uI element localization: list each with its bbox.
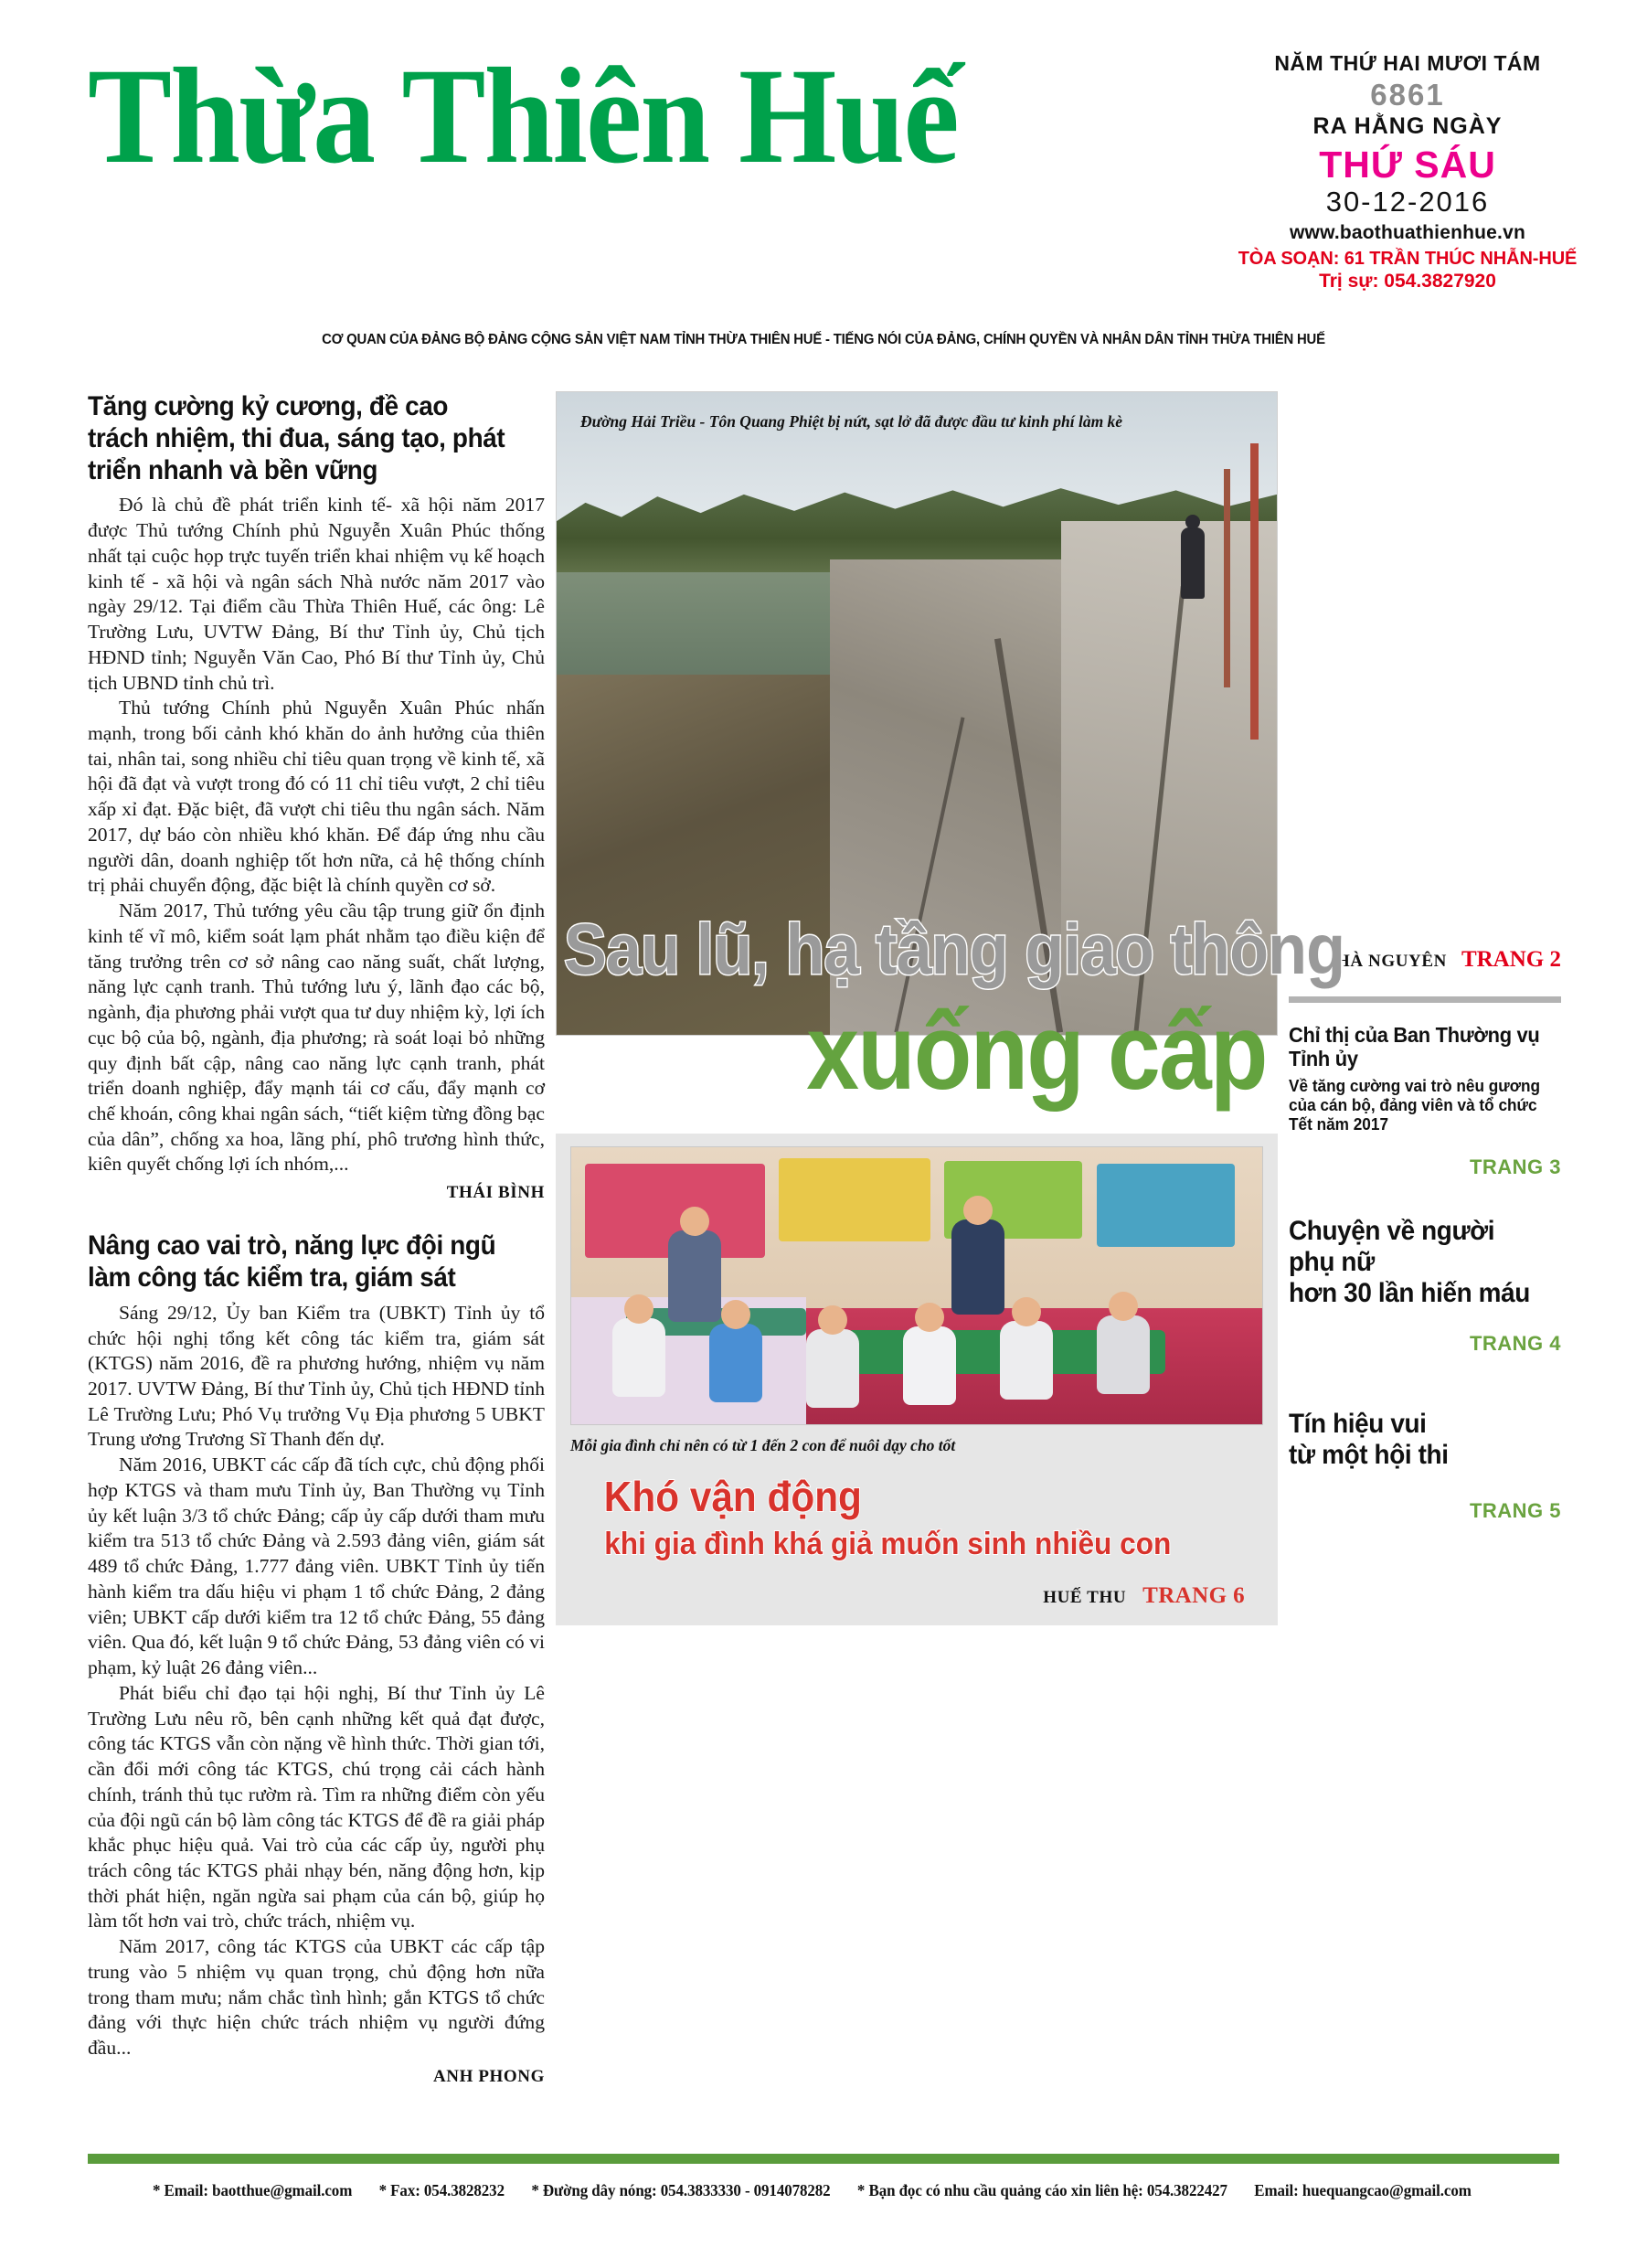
hero-photo-caption: Đường Hải Triều - Tôn Quang Phiệt bị nứt, sạt lở đã được đầu tư kinh phí làm kè <box>580 412 1123 431</box>
family-byline-name: HUẾ THU <box>1043 1587 1127 1607</box>
issue-number: 6861 <box>1370 78 1445 112</box>
teaser-contest-line1[interactable]: Tín hiệu vui <box>1289 1409 1427 1440</box>
publication-year-line: NĂM THỨ HAI MƯƠI TÁM <box>1274 51 1541 75</box>
footer-email[interactable]: * Email: baotthue@gmail.com <box>152 2181 353 2199</box>
article-economy-byline: THÁI BÌNH <box>446 1183 545 1203</box>
paragraph: Đó là chủ đề phát triển kinh tế- xã hội năm 2017 được Thủ tướng Chính phủ Nguyễn Xuân Phúc thống nhất tại cuộc họp trực tuyến triển khai nhiệm vụ kế hoạch kinh tế - xã hội và ngân sách Nhà nước năm 2017 vào ngày 29/12. Tại điểm cầu Thừa Thiên Huế, các ông: Lê Trường Lưu, UVTW Đảng, Bí thư Tỉnh ủy, Chủ tịch HĐND tỉnh; Nguyễn Văn Cao, Phó Bí thư Tỉnh ủy, Chủ tịch UBND tỉnh chủ trì. <box>88 494 545 694</box>
family-photo <box>570 1146 1263 1425</box>
teaser-contest-line2[interactable]: từ một hội thi <box>1289 1439 1449 1470</box>
footer-ads: * Bạn đọc có nhu cầu quảng cáo xin liên hệ: 054.3822427 <box>856 2181 1227 2199</box>
masthead-tagline: CƠ QUAN CỦA ĐẢNG BỘ ĐẢNG CỘNG SẢN VIỆT NAM TỈNH THỪA THIÊN HUẾ - TIẾNG NÓI CỦA ĐẢNG, CHÍNH QUYỀN VÀ NHÂN DÂN TỈNH THỪA THIÊN HUẾ <box>322 332 1325 347</box>
hero-byline-block <box>1289 947 1561 973</box>
footer-fax: * Fax: 054.3828232 <box>378 2181 505 2199</box>
teaser-directive-subhead: Về tăng cường vai trò nêu gương của cán bộ, đảng viên và tổ chức Tết năm 2017 <box>1289 1075 1540 1134</box>
article-inspection-body <box>88 1301 545 2061</box>
paragraph: Phát biểu chỉ đạo tại hội nghị, Bí thư Tỉnh ủy Lê Trường Lưu nêu rõ, bên cạnh những kết quả đạt được, công tác KTGS vẫn còn nặng về hình thức. Thời gian tới, cần đổi mới công tác KTGS, chú trọng cải cách hành chính, tránh thủ tục rườm rà. Tìm ra những điểm còn yếu của đội ngũ cán bộ làm công tác KTGS để đề ra giải pháp khắc phục hiệu quả. Vai trò của các cấp ủy, người phụ trách công tác KTGS phải nhạy bén, năng động hơn, kịp thời phát hiện, ngăn ngừa sai phạm của cán bộ, giúp họ làm tốt hơn vai trò, chức trách, nhiệm vụ. <box>88 1681 545 1933</box>
footer-rule <box>88 2154 1559 2164</box>
article-inspection-byline: ANH PHONG <box>432 2066 545 2086</box>
content-grid <box>88 391 1561 2087</box>
weekday-label: THỨ SÁU <box>1319 143 1496 186</box>
right-column <box>1289 391 1561 2087</box>
footer-contact-bar <box>25 2181 1622 2200</box>
photo-adult <box>668 1230 721 1322</box>
masthead <box>0 0 1647 347</box>
footer-ads-email[interactable]: Email: huequangcao@gmail.com <box>1254 2181 1472 2199</box>
teaser-blood-donor[interactable] <box>1289 1216 1561 1356</box>
article-inspection-headline[interactable]: Nâng cao vai trò, năng lực đội ngũ làm công tác kiểm tra, giám sát <box>88 1230 496 1294</box>
paragraph: Năm 2016, UBKT các cấp đã tích cực, chủ động phối hợp KTGS và tham mưu Tỉnh ủy, Ban Thường vụ Tỉnh ủy kết luận 3/3 tổ chức Đảng; cấp ủy cấp dưới tham mưu kiểm tra 513 tổ chức Đảng và 2.593 đảng viên, giám sát 489 tổ chức Đảng, 1.777 đảng viên. UBKT Tỉnh ủy tiến hành kiểm tra dấu hiệu vi phạm 1 tổ chức Đảng, 2 đảng viên; UBKT cấp dưới kiểm tra 12 tổ chức Đảng, 55 đảng viên. Qua đó, kết luận 9 tổ chức Đảng, 53 đảng viên có vi phạm, kỷ luật 26 đảng viên... <box>88 1453 545 1679</box>
hero-headline-line1[interactable]: Sau lũ, hạ tầng giao thông <box>564 909 1345 989</box>
office-address: TÒA SOẠN: 61 TRẦN THÚC NHẪN-HUẾ <box>1238 249 1578 270</box>
hero-byline-name: HÀ NGUYÊN <box>1335 952 1447 971</box>
family-page-ref[interactable]: TRANG 6 <box>1142 1582 1245 1608</box>
hero-photo <box>556 391 1345 1036</box>
paragraph: Thủ tướng Chính phủ Nguyễn Xuân Phúc nhấn mạnh, trong bối cảnh khó khăn do ảnh hưởng của thiên tai, nhân tai, song nhiều chỉ tiêu quan trọng về kinh tế, xã hội đã đạt và vượt trong đó có 11 chỉ tiêu vượt, 2 chỉ tiêu xấp xỉ đạt. Đặc biệt, đã vượt chi tiêu thu ngân sách. Năm 2017, dự báo còn nhiều khó khăn. Để đáp ứng nhu cầu người dân, doanh nghiệp tốt hơn nữa, cả hệ thống chính trị phải chuyển động, đặc biệt là chính quyền cơ sở. <box>88 697 545 897</box>
article-economy <box>88 391 545 1203</box>
website-url[interactable]: www.baothuathienhue.vn <box>1290 222 1525 244</box>
family-photo-caption: Mỗi gia đình chỉ nên có từ 1 đến 2 con để nuôi dạy cho tốt <box>570 1435 956 1454</box>
teaser-contest[interactable] <box>1289 1409 1561 1523</box>
photo-child <box>1097 1315 1150 1394</box>
photo-road-far-layer <box>1061 521 1277 1035</box>
hero-headline-line2[interactable]: xuống cấp <box>806 991 1267 1113</box>
photo-child <box>806 1329 859 1408</box>
divider-rule <box>1289 996 1561 1003</box>
teaser-directive-page-ref[interactable]: TRANG 3 <box>1469 1155 1561 1179</box>
family-article <box>556 1134 1278 1625</box>
photo-wall-panel <box>779 1158 930 1241</box>
photo-utility-pole <box>1224 469 1230 687</box>
middle-column <box>556 391 1345 2087</box>
family-article-byline <box>570 1583 1263 1609</box>
article-separator <box>88 1203 545 1230</box>
paragraph: Năm 2017, Thủ tướng yêu cầu tập trung giữ ổn định kinh tế vĩ mô, kiểm soát lạm phát nhằm tạo điều kiện để tăng trưởng trên cơ sở nâng cao năng suất, chất lượng, năng lực cạnh tranh. Thủ tướng lưu ý, lãnh đạo các bộ, ngành, địa phương phải vượt qua tư duy nhiệm kỳ, lợi ích cục bộ của bộ, ngành, địa phương; rà soát loại bỏ những quy định bất cập, nâng cao năng lực cạnh tranh, phát triển doanh nghiệp, đẩy mạnh tái cơ cấu, đẩy mạnh cơ chế khoán, công khai ngân sách, “tiết kiệm từng đồng bạc của dân”, chống xa hoa, lãng phí, phô trương hình thức, kiên quyết chống lợi ích nhóm,... <box>88 900 545 1176</box>
paragraph: Năm 2017, công tác KTGS của UBKT các cấp tập trung vào 5 nhiệm vụ quan trọng, chủ động hơn nữa trong tham mưu; nắm chắc tình hình; gắn KTGS tổ chức đảng với thực hiện chức trách nhiệm vụ người đứng đầu... <box>88 1935 545 2060</box>
photo-child <box>1000 1321 1053 1400</box>
newspaper-title: Thừa Thiên Huế <box>88 40 958 192</box>
photo-wall-panel <box>1097 1164 1235 1247</box>
paragraph: Sáng 29/12, Ủy ban Kiểm tra (UBKT) Tỉnh ủy tổ chức hội nghị tổng kết công tác kiểm tra, giám sát (KTGS) năm 2016, đề ra phương hướng, nhiệm vụ năm 2017. UVTW Đảng, Bí thư Tỉnh ủy, Chủ tịch HĐND tỉnh Lê Trường Lưu; Phó Vụ trưởng Vụ Địa phương 5 UBKT Trung ương Trương Sĩ Thanh đến dự. <box>88 1301 545 1451</box>
article-economy-headline[interactable]: Tăng cường kỷ cương, đề cao trách nhiệm, thi đua, sáng tạo, phát triển nhanh và bền vững <box>88 391 505 485</box>
article-economy-body <box>88 493 545 1177</box>
photo-child <box>612 1318 665 1397</box>
family-headline-line1[interactable]: Khó vận động <box>603 1472 862 1520</box>
photo-utility-pole <box>1250 443 1259 739</box>
masthead-info-panel <box>1225 51 1590 293</box>
teaser-blood-donor-line1[interactable]: Chuyện về người phụ nữ <box>1289 1216 1495 1278</box>
teaser-blood-donor-line2[interactable]: hơn 30 lần hiến máu <box>1289 1277 1530 1308</box>
photo-person <box>1181 527 1205 599</box>
teaser-directive[interactable] <box>1289 1023 1561 1179</box>
publication-frequency: RA HẰNG NGÀY <box>1312 112 1503 139</box>
publication-date: 30-12-2016 <box>1325 186 1490 218</box>
hero-page-ref[interactable]: TRANG 2 <box>1461 947 1561 972</box>
photo-child <box>709 1324 762 1402</box>
teaser-contest-page-ref[interactable]: TRANG 5 <box>1469 1499 1561 1523</box>
left-column <box>88 391 545 2087</box>
teaser-directive-headline[interactable]: Chỉ thị của Ban Thường vụ Tỉnh ủy <box>1289 1023 1540 1071</box>
footer-hotline: * Đường dây nóng: 054.3833330 - 0914078282 <box>531 2181 831 2199</box>
family-headline-line2[interactable]: khi gia đình khá giả muốn sinh nhiều con <box>604 1526 1172 1561</box>
article-inspection <box>88 1230 545 2087</box>
teaser-blood-donor-page-ref[interactable]: TRANG 4 <box>1469 1332 1561 1356</box>
photo-child <box>903 1326 956 1405</box>
admin-phone: Trị sự: 054.3827920 <box>1319 271 1496 293</box>
photo-adult <box>951 1219 1004 1315</box>
